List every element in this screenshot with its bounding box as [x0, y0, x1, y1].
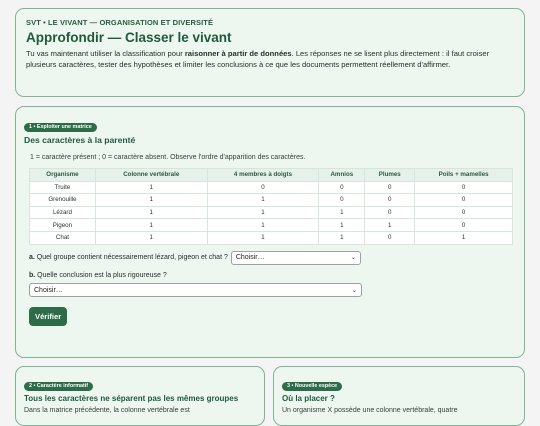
chevron-down-icon: ⌄: [350, 255, 356, 262]
question-a: [29, 251, 516, 265]
value-cell: 1: [319, 219, 365, 232]
column-header: 4 membres à doigts: [207, 169, 319, 182]
table-row: [30, 194, 513, 207]
question-b-select[interactable]: [29, 283, 362, 297]
table-row: [30, 206, 513, 219]
column-header: Amnios: [319, 169, 365, 182]
value-cell: 1: [319, 206, 365, 219]
table-row: [30, 231, 513, 244]
question-a-selected: Choisir…: [235, 254, 265, 262]
value-cell: 1: [95, 219, 207, 232]
question-a-text: a. Quel groupe contient nécessairement lézard, pigeon et chat ?: [29, 254, 228, 262]
value-cell: 0: [365, 231, 415, 244]
column-header: Organisme: [30, 169, 96, 182]
value-cell: 1: [95, 194, 207, 207]
informative-character-card: [15, 366, 265, 426]
chevron-down-icon: ⌄: [351, 287, 357, 294]
column-header: Poils + mamelles: [415, 169, 513, 182]
table-row: [30, 219, 513, 232]
subject-kicker: SVT • LE VIVANT — ORGANISATION ET DIVERSITÉ: [26, 18, 214, 27]
value-cell: 0: [415, 206, 513, 219]
value-cell: 0: [319, 181, 365, 194]
value-cell: 1: [95, 181, 207, 194]
value-cell: 0: [365, 206, 415, 219]
organism-cell: Grenouille: [30, 194, 96, 207]
question-a-select[interactable]: [231, 251, 361, 265]
column-header: Plumes: [365, 169, 415, 182]
section-badge: 1 • Exploiter une matrice: [24, 123, 97, 132]
value-cell: 1: [207, 194, 319, 207]
organism-cell: Truite: [30, 181, 96, 194]
matrix-header-row: [30, 169, 513, 182]
page-title: Approfondir — Classer le vivant: [26, 30, 232, 45]
value-cell: 0: [207, 181, 319, 194]
verify-button[interactable]: Vérifier: [29, 307, 67, 326]
section-text: Dans la matrice précédente, la colonne vertébrale est: [24, 407, 190, 414]
value-cell: 1: [207, 219, 319, 232]
matrix-card: [15, 106, 525, 358]
column-header: Colonne vertébrale: [95, 169, 207, 182]
intro-card: [15, 8, 525, 97]
matrix-legend: 1 = caractère présent ; 0 = caractère absent. Observe l'ordre d'apparition des caractères.: [30, 154, 306, 161]
value-cell: 1: [319, 231, 365, 244]
value-cell: 1: [207, 231, 319, 244]
section-text: Un organisme X possède une colonne vertébrale, quatre: [282, 407, 458, 414]
value-cell: 0: [319, 194, 365, 207]
question-b-text: b. Quelle conclusion est la plus rigoureuse ?: [29, 271, 167, 279]
character-matrix: [29, 168, 513, 245]
value-cell: 1: [95, 206, 207, 219]
section-badge: 3 • Nouvelle espèce: [282, 382, 342, 391]
section-title: Des caractères à la parenté: [24, 135, 136, 145]
organism-cell: Chat: [30, 231, 96, 244]
question-b-selected: Choisir…: [34, 286, 63, 294]
section-badge: 2 • Caractère informatif: [24, 382, 93, 391]
value-cell: 0: [415, 181, 513, 194]
value-cell: 0: [365, 194, 415, 207]
section-title: Tous les caractères ne séparent pas les mêmes groupes: [24, 394, 239, 403]
organism-cell: Pigeon: [30, 219, 96, 232]
value-cell: 1: [95, 231, 207, 244]
value-cell: 0: [415, 219, 513, 232]
value-cell: 1: [207, 206, 319, 219]
new-species-card: [273, 366, 525, 426]
organism-cell: Lézard: [30, 206, 96, 219]
value-cell: 1: [415, 231, 513, 244]
value-cell: 0: [365, 181, 415, 194]
section-title: Où la placer ?: [282, 394, 335, 403]
table-row: [30, 181, 513, 194]
value-cell: 0: [415, 194, 513, 207]
intro-text: Tu vas maintenant utiliser la classification pour raisonner à partir de données. Les réponses ne se lisent plus directement : il faut croiser plusieurs caractères, tester des hypothèses et limiter les conclusions à ce que les documents permettent réellement d'affirmer.: [26, 49, 490, 69]
value-cell: 1: [365, 219, 415, 232]
